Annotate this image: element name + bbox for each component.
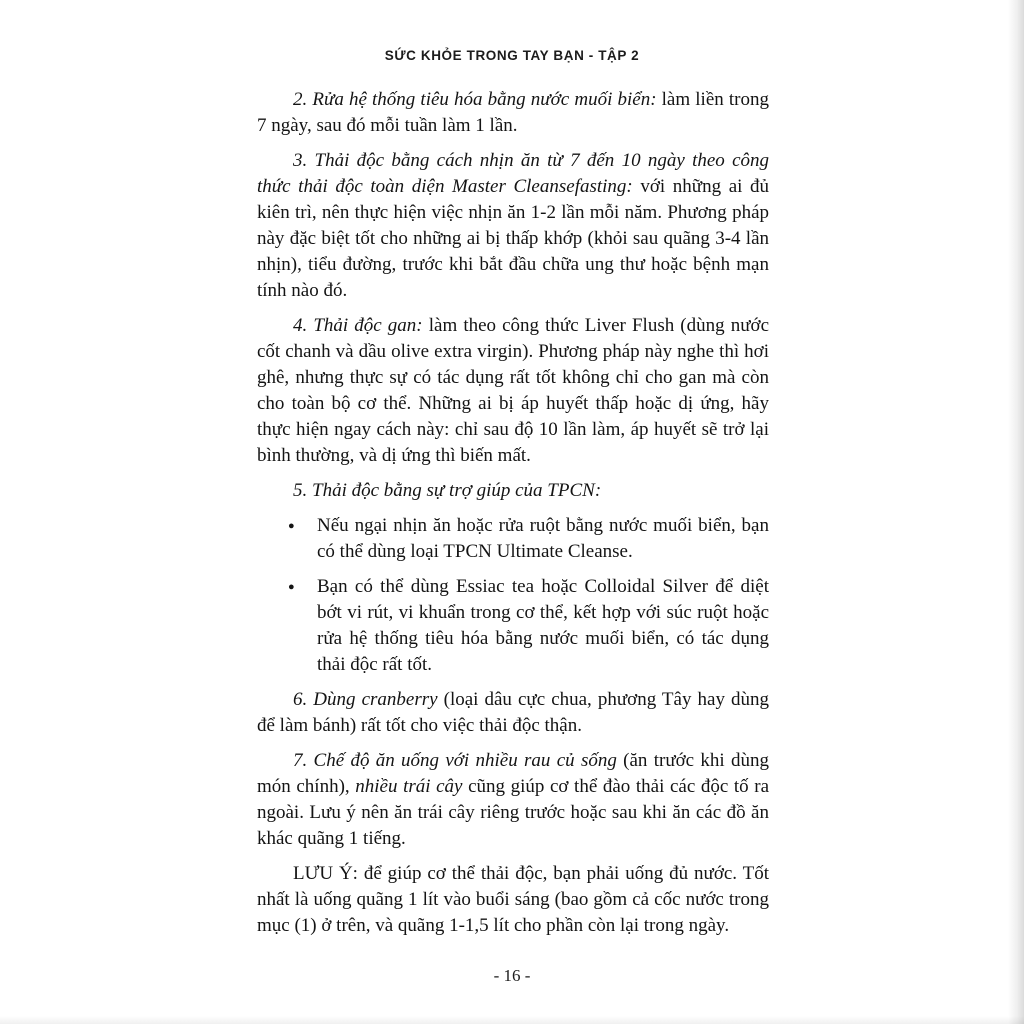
text-run: làm theo công thức Liver Flush (dùng nước cốt chanh và dầu olive extra virgin). Phương pháp này nghe thì hơi ghê, nhưng thực sự có tác dụng rất tốt không chỉ cho gan mà còn cho toàn bộ cơ thể. Những ai bị áp huyết thấp hoặc dị ứng, hãy thực hiện ngay cách này: chỉ sau độ 10 lần làm, áp huyết sẽ trở lại bình thường, và dị ứng thì biến mất.: [257, 315, 770, 466]
paragraph: [257, 861, 769, 939]
paragraph: [257, 748, 769, 852]
paragraph: [257, 313, 769, 469]
text-run: (ăn trước khi dùng món chính),: [257, 750, 769, 797]
paragraph: [257, 87, 769, 139]
paragraph: [257, 148, 769, 304]
paragraph: [257, 478, 769, 504]
page-number: - 16 -: [493, 966, 531, 985]
scan-edge-shadow-bottom: [0, 1016, 1024, 1024]
text-run: (loại dâu cực chua, phương Tây hay dùng để làm bánh) rất tốt cho việc thải độc thận.: [257, 689, 769, 736]
text-run-italic: 7. Chế độ ăn uống với nhiều rau củ sống: [293, 750, 617, 771]
bullet-icon: ●: [288, 520, 295, 532]
text-run-italic: 4. Thải độc gan:: [293, 315, 423, 336]
text-run: với những ai đủ kiên trì, nên thực hiện việc nhịn ăn 1-2 lần mỗi năm. Phương pháp này đặc biệt tốt cho những ai bị thấp khớp (khỏi sau quãng 3-4 lần nhịn), tiểu đường, trước khi bắt đầu chữa ung thư hoặc bệnh mạn tính nào đó.: [257, 176, 770, 301]
bullet-item: [257, 513, 769, 565]
text-run-italic: 6. Dùng cranberry: [293, 689, 438, 710]
text-run: cũng giúp cơ thể đào thải các độc tố ra ngoài. Lưu ý nên ăn trái cây riêng trước hoặc sau khi ăn các đồ ăn khác quãng 1 tiếng.: [257, 776, 769, 849]
page-body: [257, 87, 769, 948]
text-run-italic: 3. Thải độc bằng cách nhịn ăn từ 7 đến 10 ngày theo công thức thải độc toàn diện Master Cleansefasting:: [257, 150, 769, 197]
scan-edge-shadow-right: [1008, 0, 1024, 1024]
text-run-italic: 2. Rửa hệ thống tiêu hóa bằng nước muối biển:: [293, 89, 657, 110]
text-run-italic: nhiều trái cây: [355, 776, 463, 797]
text-run: Bạn có thể dùng Essiac tea hoặc Colloidal Silver để diệt bớt vi rút, vi khuẩn trong cơ thể, kết hợp với súc ruột hoặc rửa hệ thống tiêu hóa bằng nước muối biển, có tác dụng thải độc rất tốt.: [317, 576, 769, 675]
paragraph: [257, 687, 769, 739]
text-run: LƯU Ý: để giúp cơ thể thải độc, bạn phải uống đủ nước. Tốt nhất là uống quãng 1 lít vào buổi sáng (bao gồm cả cốc nước trong mục (1) ở trên, và quãng 1-1,5 lít cho phần còn lại trong ngày.: [257, 863, 769, 936]
running-header: SỨC KHỎE TRONG TAY BẠN - TẬP 2: [384, 48, 640, 63]
text-run-italic: 5. Thải độc bằng sự trợ giúp của TPCN:: [293, 480, 602, 501]
bullet-icon: ●: [288, 581, 295, 593]
bullet-item: [257, 574, 769, 678]
text-run: làm liền trong 7 ngày, sau đó mỗi tuần làm 1 lần.: [257, 89, 769, 136]
text-run: Nếu ngại nhịn ăn hoặc rửa ruột bằng nước muối biển, bạn có thể dùng loại TPCN Ultimate Cleanse.: [317, 515, 769, 562]
